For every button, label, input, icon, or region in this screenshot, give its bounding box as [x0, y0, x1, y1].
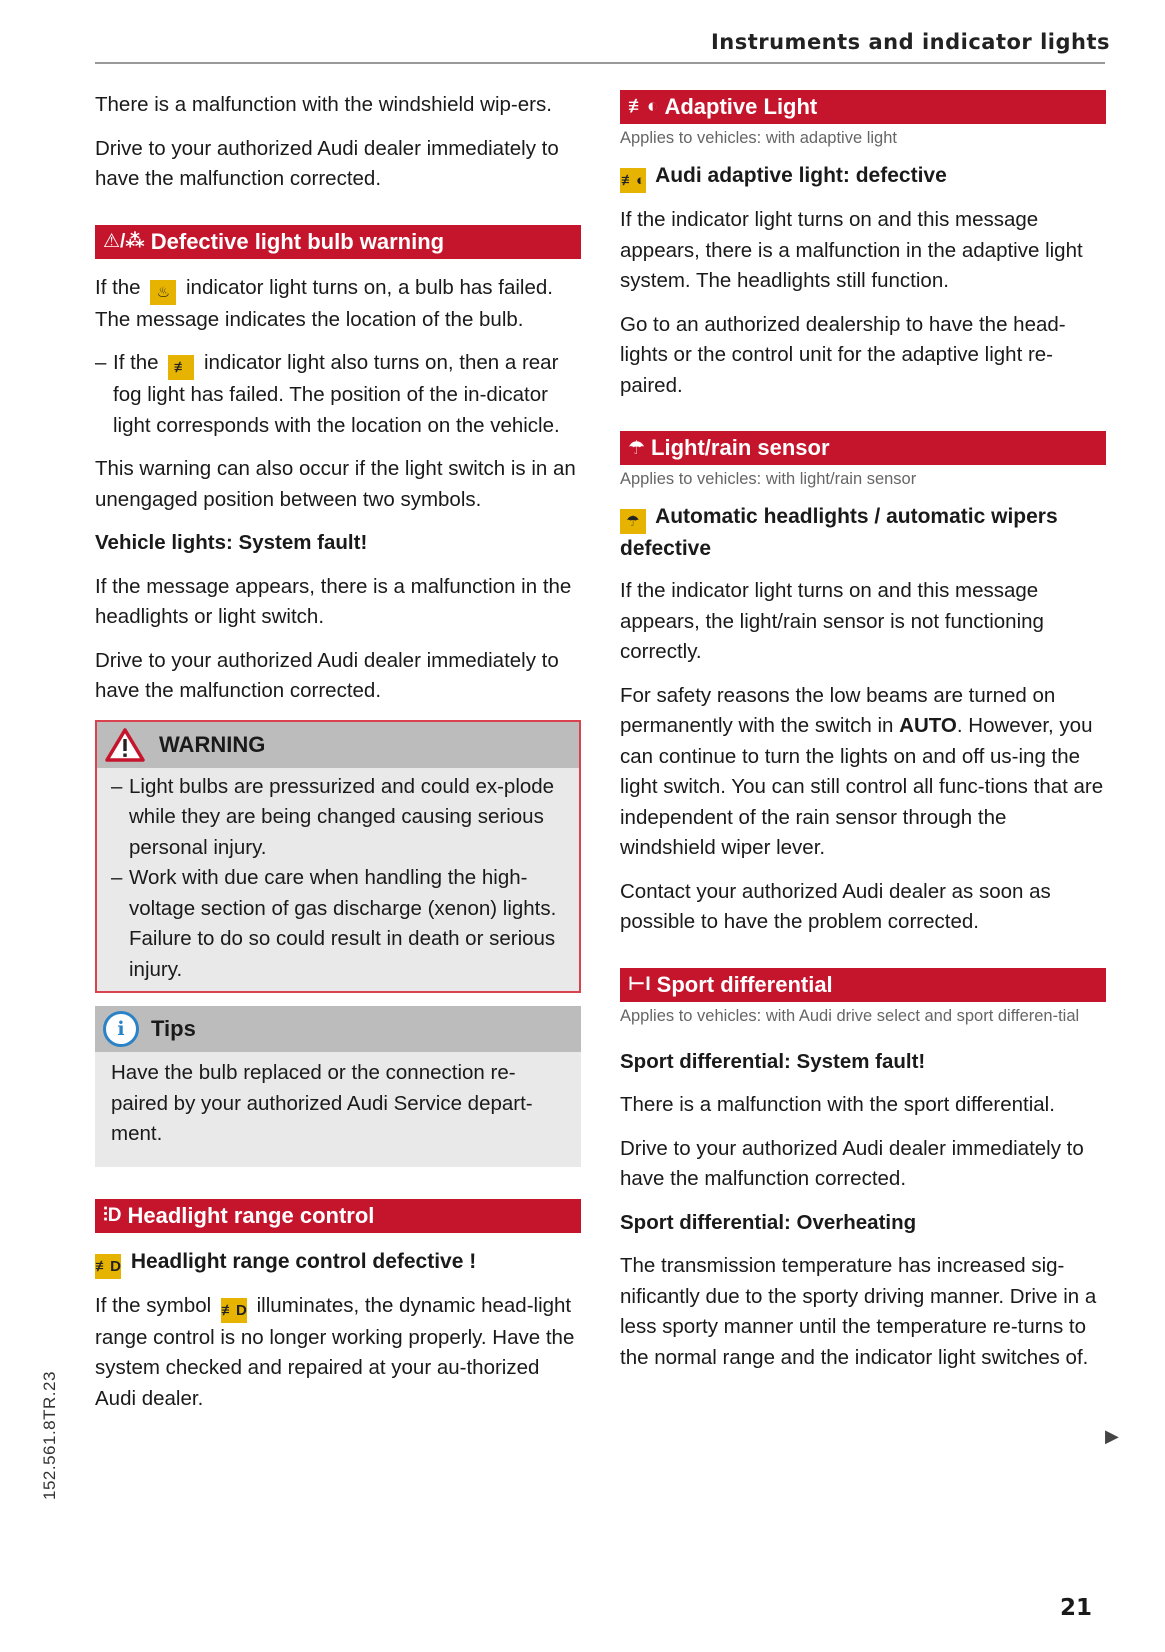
section-header-light-rain — [620, 431, 1106, 465]
applies-note: Applies to vehicles: with adaptive light — [620, 129, 897, 147]
warning-triangle-icon — [105, 727, 145, 763]
intro-paragraph-1: There is a malfunction with the windshield wip-ers. — [95, 93, 552, 116]
list-dash: – — [95, 351, 107, 374]
bulb-paragraph-2: This warning can also occur if the light switch is in an unengaged position between two symbols. — [95, 457, 576, 511]
headlight-range-icon: ≢D — [221, 1298, 247, 1323]
adaptive-paragraph-1: If the indicator light turns on and this message appears, there is a malfunction in the adaptive light system. The headlights still function. — [620, 208, 1083, 292]
list-dash: – — [111, 866, 123, 889]
light-rain-subheading — [620, 502, 1106, 564]
sport-paragraph-2: Drive to your authorized Audi dealer immediately to have the malfunction corrected. — [620, 1136, 1084, 1190]
adaptive-paragraph-2: Go to an authorized dealership to have the head-lights or the control unit for the adaptive light re-paired. — [620, 312, 1066, 397]
section-header-adaptive-light — [620, 90, 1106, 124]
auto-keyword: AUTO — [899, 714, 957, 737]
vehicle-lights-subheading: Vehicle lights: System fault! — [95, 531, 368, 554]
text-fragment: . However, you can continue to turn the lights on and off us-ing the light switch. You can still control all func-tions that are independent of the rain sensor through the windshield wiper lever. — [620, 714, 1104, 859]
warning-item — [111, 772, 565, 864]
tips-box — [95, 1006, 581, 1167]
bulb-paragraph-3: If the message appears, there is a malfunction in the headlights or light switch. — [95, 574, 572, 628]
warning-box — [95, 720, 581, 994]
section-header-sport-differential — [620, 968, 1106, 1002]
section-title: Light/rain sensor — [651, 435, 830, 460]
headlight-range-paragraph — [95, 1291, 581, 1415]
warning-title: WARNING — [159, 731, 266, 757]
section-title: Defective light bulb warning — [150, 228, 445, 254]
info-icon: i — [103, 1011, 139, 1047]
bulb-list-item — [95, 348, 581, 441]
page-number: 21 — [1060, 1595, 1093, 1621]
intro-paragraph-2: Drive to your authorized Audi dealer immediately to have the malfunction corrected. — [95, 136, 559, 190]
warning-item — [111, 863, 565, 985]
bulb-warning-icon: ♨ — [150, 280, 176, 305]
sport-subheading-2: Sport differential: Overheating — [620, 1210, 917, 1234]
header-divider — [95, 62, 1105, 64]
text-fragment: illuminates, the dynamic head-light range control is no longer working properly. Have the system checked and repaired at your au-thorized Audi dealer. — [95, 1293, 575, 1410]
light-rain-sensor-icon: ☂ — [620, 509, 646, 534]
headlight-range-icon: ⫶D — [103, 1204, 122, 1226]
list-dash: – — [111, 774, 123, 798]
text-fragment: If the symbol — [95, 1293, 212, 1317]
headlight-range-icon: ≢D — [95, 1254, 121, 1279]
text-fragment: indicator light turns on, a bulb has failed. The message indicates the location of the bulb. — [95, 275, 553, 331]
page-header-title: Instruments and indicator lights — [710, 30, 1110, 54]
warning-item-text: Work with due care when handling the high-voltage section of gas discharge (xenon) lights. Failure to do so could result in death or serious injury. — [129, 866, 557, 981]
sport-paragraph-3: The transmission temperature has increased sig-nificantly due to the sporty driving manner. Drive in a less sporty manner until the temperature re-turns to the normal range and the indicator light switches of. — [620, 1254, 1097, 1369]
document-code: 152.561.8TR.23 — [40, 1371, 59, 1500]
adaptive-light-icon: ≢◐ — [620, 168, 646, 193]
warning-item-text: Light bulbs are pressurized and could ex-plode while they are being changed causing serious personal injury. — [129, 774, 555, 859]
right-column — [620, 90, 1106, 1386]
tips-title: Tips — [151, 1016, 196, 1041]
section-title: Sport differential — [656, 971, 833, 997]
bulb-paragraph-4: Drive to your authorized Audi dealer immediately to have the malfunction corrected. — [95, 648, 559, 702]
bulb-paragraph-1 — [95, 273, 581, 336]
light-rain-sensor-icon: ☂ — [628, 437, 646, 459]
rain-paragraph-3: Contact your authorized Audi dealer as soon as possible to have the problem corrected. — [620, 879, 1051, 933]
continue-arrow-icon: ▶ — [1105, 1426, 1119, 1446]
applies-note: Applies to vehicles: with light/rain sensor — [620, 470, 917, 488]
applies-note: Applies to vehicles: with Audi drive select and sport differen-tial — [620, 1006, 1080, 1025]
rain-paragraph-2 — [620, 681, 1106, 864]
text-fragment: Headlight range control defective ! — [130, 1249, 477, 1273]
headlight-range-subheading — [95, 1247, 581, 1279]
text-fragment: For safety reasons the low beams are turned on permanently with the switch in — [620, 683, 1056, 737]
adaptive-light-icon: ≢◐ — [628, 96, 659, 117]
bulb-warning-icon: ⚠/⁂ — [103, 231, 145, 252]
text-fragment: indicator light also turns on, then a rear fog light has failed. The position of the in-dicator light corresponds with the location on the vehicle. — [113, 351, 560, 437]
section-header-headlight-range — [95, 1199, 581, 1233]
section-title: Headlight range control — [127, 1202, 375, 1228]
sport-subheading-1: Sport differential: System fault! — [620, 1049, 926, 1073]
warning-body — [97, 768, 579, 992]
sport-paragraph-1: There is a malfunction with the sport differential. — [620, 1093, 1055, 1116]
sport-differential-icon: ⊢I — [628, 974, 651, 995]
text-fragment: If the — [95, 275, 141, 299]
tips-body — [95, 1052, 581, 1167]
text-fragment: Automatic headlights / automatic wipers defective — [620, 505, 1058, 560]
section-header-defective-bulb — [95, 225, 581, 259]
text-fragment: Audi adaptive light: defective — [655, 164, 947, 187]
rain-paragraph-1: If the indicator light turns on and this message appears, the light/rain sensor is not functioning correctly. — [620, 579, 1044, 663]
adaptive-light-subheading — [620, 161, 1106, 193]
left-column — [95, 90, 581, 1427]
rear-fog-light-icon: ≢ — [168, 355, 194, 380]
text-fragment: If the — [113, 351, 159, 374]
tips-text: Have the bulb replaced or the connection re-paired by your authorized Audi Service depart-ment. — [111, 1061, 533, 1145]
warning-header — [97, 722, 579, 768]
section-title: Adaptive Light — [664, 94, 818, 119]
tips-header — [95, 1006, 581, 1052]
